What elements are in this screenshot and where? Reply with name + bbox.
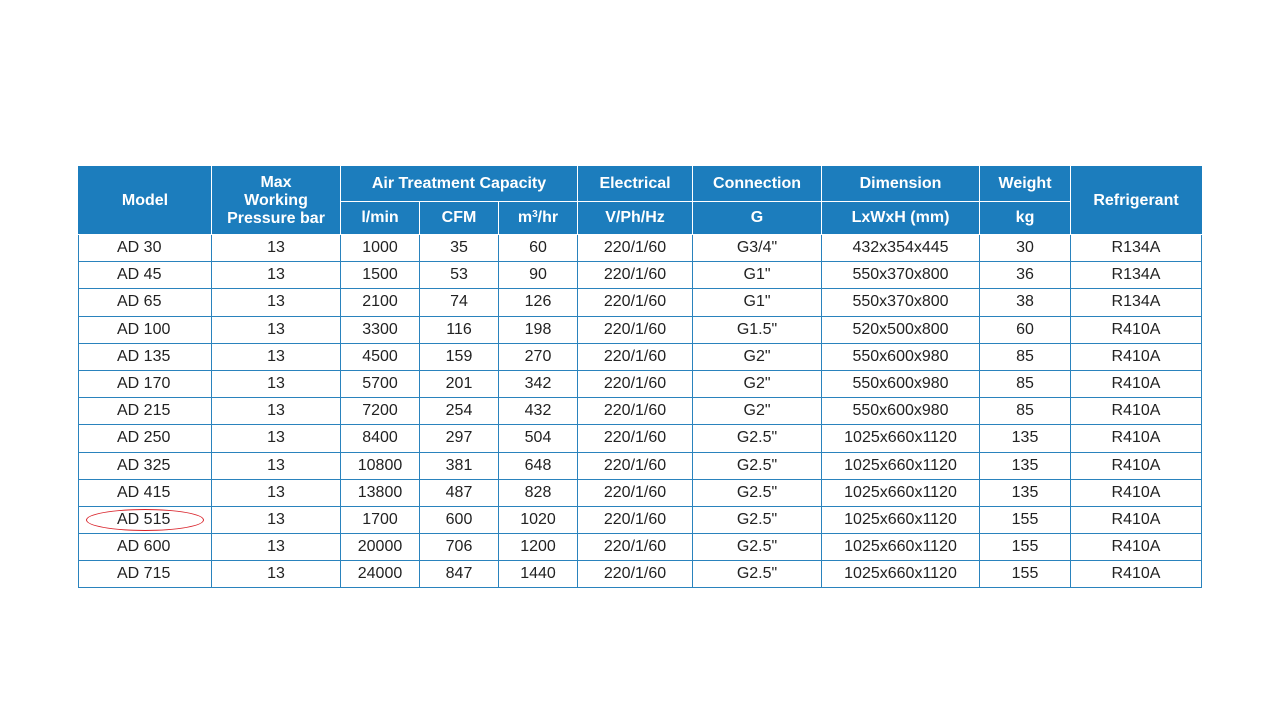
table-row [79, 452, 1202, 479]
cell-lmin: 7200 [341, 398, 420, 425]
cell-connection: G1" [693, 289, 822, 316]
cell-pressure: 13 [212, 343, 341, 370]
cell-cfm: 847 [420, 561, 499, 588]
model-label: AD 515 [117, 510, 171, 528]
cell-model [79, 262, 212, 289]
cell-cfm: 159 [420, 343, 499, 370]
cell-pressure: 13 [212, 398, 341, 425]
cell-electrical: 220/1/60 [578, 534, 693, 561]
table-row [79, 398, 1202, 425]
cell-weight: 85 [980, 398, 1071, 425]
cell-lmin: 1000 [341, 235, 420, 262]
cell-weight: 135 [980, 479, 1071, 506]
cell-electrical: 220/1/60 [578, 452, 693, 479]
cell-refrigerant: R410A [1071, 343, 1202, 370]
cell-m3hr: 504 [499, 425, 578, 452]
cell-m3hr: 648 [499, 452, 578, 479]
cell-lmin: 4500 [341, 343, 420, 370]
cell-model [79, 452, 212, 479]
cell-model [79, 561, 212, 588]
cell-cfm: 706 [420, 534, 499, 561]
cell-weight: 135 [980, 425, 1071, 452]
cell-dimension: 1025x660x1120 [822, 425, 980, 452]
table-row [79, 262, 1202, 289]
cell-connection: G2.5" [693, 534, 822, 561]
cell-electrical: 220/1/60 [578, 479, 693, 506]
cell-electrical: 220/1/60 [578, 506, 693, 533]
model-label: AD 250 [117, 429, 171, 447]
cell-electrical: 220/1/60 [578, 561, 693, 588]
cell-m3hr: 90 [499, 262, 578, 289]
cell-weight: 85 [980, 370, 1071, 397]
header-cfm: CFM [420, 202, 499, 235]
cell-m3hr: 432 [499, 398, 578, 425]
cell-refrigerant: R134A [1071, 289, 1202, 316]
cell-weight: 135 [980, 452, 1071, 479]
cell-model [79, 235, 212, 262]
cell-electrical: 220/1/60 [578, 289, 693, 316]
cell-weight: 38 [980, 289, 1071, 316]
header-m3hr-base: m [517, 209, 533, 226]
table-row [79, 343, 1202, 370]
cell-lmin: 13800 [341, 479, 420, 506]
model-label: AD 415 [117, 483, 171, 501]
cell-weight: 155 [980, 506, 1071, 533]
header-electrical: Electrical [578, 167, 693, 202]
cell-pressure: 13 [212, 425, 341, 452]
cell-weight: 155 [980, 534, 1071, 561]
cell-model [79, 506, 212, 533]
cell-refrigerant: R410A [1071, 398, 1202, 425]
cell-dimension: 550x370x800 [822, 262, 980, 289]
header-weight: Weight [980, 167, 1071, 202]
header-working-line: Working [244, 191, 308, 209]
header-lmin: l/min [341, 202, 420, 235]
header-model: Model [79, 167, 212, 235]
cell-weight: 155 [980, 561, 1071, 588]
cell-pressure: 13 [212, 534, 341, 561]
cell-model [79, 534, 212, 561]
cell-connection: G2" [693, 343, 822, 370]
header-m3hr-rest: /hr [537, 209, 559, 226]
cell-electrical: 220/1/60 [578, 398, 693, 425]
cell-connection: G2.5" [693, 561, 822, 588]
cell-pressure: 13 [212, 316, 341, 343]
cell-pressure: 13 [212, 479, 341, 506]
cell-pressure: 13 [212, 506, 341, 533]
table-row [79, 289, 1202, 316]
cell-m3hr: 342 [499, 370, 578, 397]
cell-cfm: 254 [420, 398, 499, 425]
cell-electrical: 220/1/60 [578, 343, 693, 370]
header-pressure-bar-line: Pressure bar [227, 209, 325, 227]
cell-m3hr: 270 [499, 343, 578, 370]
cell-pressure: 13 [212, 452, 341, 479]
cell-pressure: 13 [212, 289, 341, 316]
cell-pressure: 13 [212, 262, 341, 289]
cell-cfm: 297 [420, 425, 499, 452]
cell-pressure: 13 [212, 235, 341, 262]
table-row [79, 425, 1202, 452]
cell-cfm: 53 [420, 262, 499, 289]
model-label: AD 715 [117, 565, 171, 583]
cell-dimension: 1025x660x1120 [822, 561, 980, 588]
header-air-treatment-capacity: Air Treatment Capacity [341, 167, 578, 202]
table-row [79, 561, 1202, 588]
cell-connection: G1.5" [693, 316, 822, 343]
model-label: AD 215 [117, 402, 171, 420]
table-row [79, 370, 1202, 397]
header-vphhz: V/Ph/Hz [578, 202, 693, 235]
cell-m3hr: 60 [499, 235, 578, 262]
cell-refrigerant: R410A [1071, 506, 1202, 533]
header-max-working-pressure [212, 167, 341, 235]
cell-connection: G3/4" [693, 235, 822, 262]
cell-lmin: 1700 [341, 506, 420, 533]
cell-model [79, 370, 212, 397]
model-label: AD 45 [117, 266, 162, 284]
header-connection: Connection [693, 167, 822, 202]
cell-weight: 85 [980, 343, 1071, 370]
cell-electrical: 220/1/60 [578, 316, 693, 343]
cell-weight: 60 [980, 316, 1071, 343]
cell-refrigerant: R134A [1071, 262, 1202, 289]
table-header [79, 167, 1202, 235]
cell-pressure: 13 [212, 561, 341, 588]
cell-model [79, 425, 212, 452]
cell-m3hr: 198 [499, 316, 578, 343]
model-label: AD 135 [117, 347, 171, 365]
cell-lmin: 5700 [341, 370, 420, 397]
cell-lmin: 2100 [341, 289, 420, 316]
cell-dimension: 550x370x800 [822, 289, 980, 316]
cell-dimension: 1025x660x1120 [822, 452, 980, 479]
cell-electrical: 220/1/60 [578, 370, 693, 397]
cell-weight: 30 [980, 235, 1071, 262]
model-label: AD 100 [117, 320, 171, 338]
cell-refrigerant: R410A [1071, 479, 1202, 506]
cell-refrigerant: R410A [1071, 370, 1202, 397]
cell-m3hr: 828 [499, 479, 578, 506]
model-label: AD 600 [117, 538, 171, 556]
cell-connection: G2.5" [693, 506, 822, 533]
cell-dimension: 520x500x800 [822, 316, 980, 343]
cell-dimension: 550x600x980 [822, 398, 980, 425]
cell-cfm: 487 [420, 479, 499, 506]
table-row [79, 534, 1202, 561]
cell-connection: G2" [693, 370, 822, 397]
header-weight-unit: kg [980, 202, 1071, 235]
cell-weight: 36 [980, 262, 1071, 289]
cell-model [79, 343, 212, 370]
cell-connection: G2" [693, 398, 822, 425]
cell-electrical: 220/1/60 [578, 262, 693, 289]
header-connection-g: G [693, 202, 822, 235]
cell-lmin: 10800 [341, 452, 420, 479]
cell-dimension: 550x600x980 [822, 370, 980, 397]
cell-cfm: 116 [420, 316, 499, 343]
table-row [79, 316, 1202, 343]
cell-lmin: 1500 [341, 262, 420, 289]
model-label: AD 65 [117, 293, 162, 311]
cell-cfm: 600 [420, 506, 499, 533]
cell-lmin: 8400 [341, 425, 420, 452]
cell-connection: G1" [693, 262, 822, 289]
cell-dimension: 432x354x445 [822, 235, 980, 262]
cell-refrigerant: R410A [1071, 534, 1202, 561]
cell-refrigerant: R410A [1071, 425, 1202, 452]
header-m3hr [499, 202, 578, 235]
cell-cfm: 35 [420, 235, 499, 262]
cell-dimension: 1025x660x1120 [822, 479, 980, 506]
cell-electrical: 220/1/60 [578, 235, 693, 262]
cell-m3hr: 1020 [499, 506, 578, 533]
cell-pressure: 13 [212, 370, 341, 397]
cell-connection: G2.5" [693, 479, 822, 506]
table-body [79, 235, 1202, 588]
cell-model [79, 316, 212, 343]
cell-dimension: 1025x660x1120 [822, 534, 980, 561]
header-dimension: Dimension [822, 167, 980, 202]
cell-refrigerant: R134A [1071, 235, 1202, 262]
cell-connection: G2.5" [693, 425, 822, 452]
cell-m3hr: 126 [499, 289, 578, 316]
cell-lmin: 3300 [341, 316, 420, 343]
table-row [79, 506, 1202, 533]
header-max-line: Max [260, 173, 292, 191]
cell-cfm: 381 [420, 452, 499, 479]
cell-model [79, 398, 212, 425]
model-label: AD 325 [117, 456, 171, 474]
cell-refrigerant: R410A [1071, 561, 1202, 588]
cell-m3hr: 1200 [499, 534, 578, 561]
cell-refrigerant: R410A [1071, 452, 1202, 479]
cell-refrigerant: R410A [1071, 316, 1202, 343]
cell-electrical: 220/1/60 [578, 425, 693, 452]
cell-dimension: 550x600x980 [822, 343, 980, 370]
header-m3hr-superscript: 3 [532, 209, 538, 220]
specification-table [78, 166, 1202, 588]
header-refrigerant: Refrigerant [1071, 167, 1202, 235]
cell-model [79, 289, 212, 316]
cell-m3hr: 1440 [499, 561, 578, 588]
header-dimension-unit: LxWxH (mm) [822, 202, 980, 235]
model-label: AD 30 [117, 239, 162, 257]
table-row [79, 235, 1202, 262]
cell-model [79, 479, 212, 506]
cell-lmin: 24000 [341, 561, 420, 588]
cell-lmin: 20000 [341, 534, 420, 561]
cell-cfm: 201 [420, 370, 499, 397]
cell-cfm: 74 [420, 289, 499, 316]
table-row [79, 479, 1202, 506]
cell-dimension: 1025x660x1120 [822, 506, 980, 533]
model-label: AD 170 [117, 375, 171, 393]
cell-connection: G2.5" [693, 452, 822, 479]
